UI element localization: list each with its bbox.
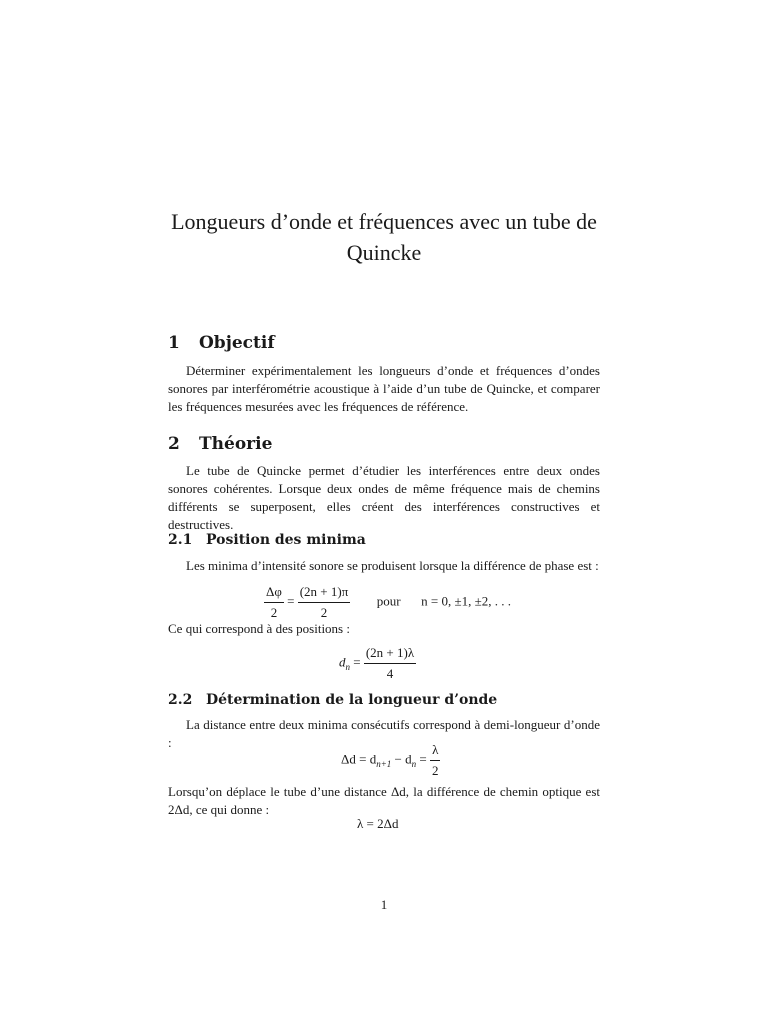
equation-lambda: λ = 2Δd xyxy=(357,816,399,831)
denominator: 2 xyxy=(430,760,441,779)
subsection-number: 2.2 xyxy=(168,692,193,708)
subsection-title: Position des minima xyxy=(206,532,366,548)
section-number: 2 xyxy=(168,434,180,454)
document-title: Longueurs d’onde et fréquences avec un tube de Quincke xyxy=(171,209,597,265)
equals-sign: = xyxy=(416,751,427,767)
denominator: 4 xyxy=(364,663,416,682)
fraction xyxy=(364,645,416,682)
equals-sign: = xyxy=(287,593,295,609)
page-number: 1 xyxy=(380,897,388,912)
subscript: n xyxy=(345,662,350,673)
subsection-number: 2.1 xyxy=(168,532,193,548)
longueur-after-text: Lorsqu’on déplace le tube d’une distance Δd, la différence de chemin optique est 2Δd, ce qui donne : xyxy=(168,784,600,817)
numerator: (2n + 1)π xyxy=(299,584,349,599)
condition-word: pour xyxy=(376,593,401,609)
equals-sign: = xyxy=(353,654,361,670)
numerator: Δφ xyxy=(266,584,282,599)
section-heading-objectif xyxy=(168,333,275,353)
theorie-paragraph: Le tube de Quincke permet d’étudier les interférences entre deux ondes sonores cohérentes. Lorsque deux ondes de même fréquence mais de chemins différents se superposent, elles créent des interférences constructives et destructives. xyxy=(168,463,600,532)
fraction xyxy=(430,742,441,779)
subsection-heading-minima xyxy=(168,532,366,548)
condition: n = 0, ±1, ±2, . . . xyxy=(421,593,511,609)
denominator: 2 xyxy=(298,602,351,621)
minima-intro: Les minima d’intensité sonore se produisent lorsque la différence de phase est : xyxy=(186,558,599,573)
equation-delta-d xyxy=(341,742,440,779)
objectif-paragraph: Déterminer expérimentalement les longueurs d’onde et fréquences d’ondes sonores par interférométrie acoustique à l’aide d’un tube de Quincke, et comparer les fréquences mesurées avec les fréquences de référence. xyxy=(168,363,600,414)
longueur-intro: La distance entre deux minima consécutifs correspond à demi-longueur d’onde : xyxy=(168,717,600,750)
minus: − d xyxy=(391,751,412,767)
subscript: n xyxy=(411,759,417,770)
subsection-title: Détermination de la longueur d’onde xyxy=(206,692,498,708)
numerator: λ xyxy=(432,742,439,757)
section-title: Théorie xyxy=(199,434,273,454)
equation-phase-difference xyxy=(264,584,511,621)
variable: d xyxy=(339,654,346,670)
minima-positions-text: Ce qui correspond à des positions : xyxy=(168,621,350,636)
subscript: n+1 xyxy=(376,759,392,770)
denominator: 2 xyxy=(264,602,284,621)
equation-positions xyxy=(339,645,416,682)
section-heading-theorie xyxy=(168,434,272,454)
fraction xyxy=(298,584,351,621)
section-number: 1 xyxy=(168,333,180,353)
fraction xyxy=(264,584,284,621)
numerator: (2n + 1)λ xyxy=(365,645,415,660)
section-title: Objectif xyxy=(199,333,275,353)
lhs: Δd = d xyxy=(341,751,377,767)
subsection-heading-longueur xyxy=(168,692,497,708)
